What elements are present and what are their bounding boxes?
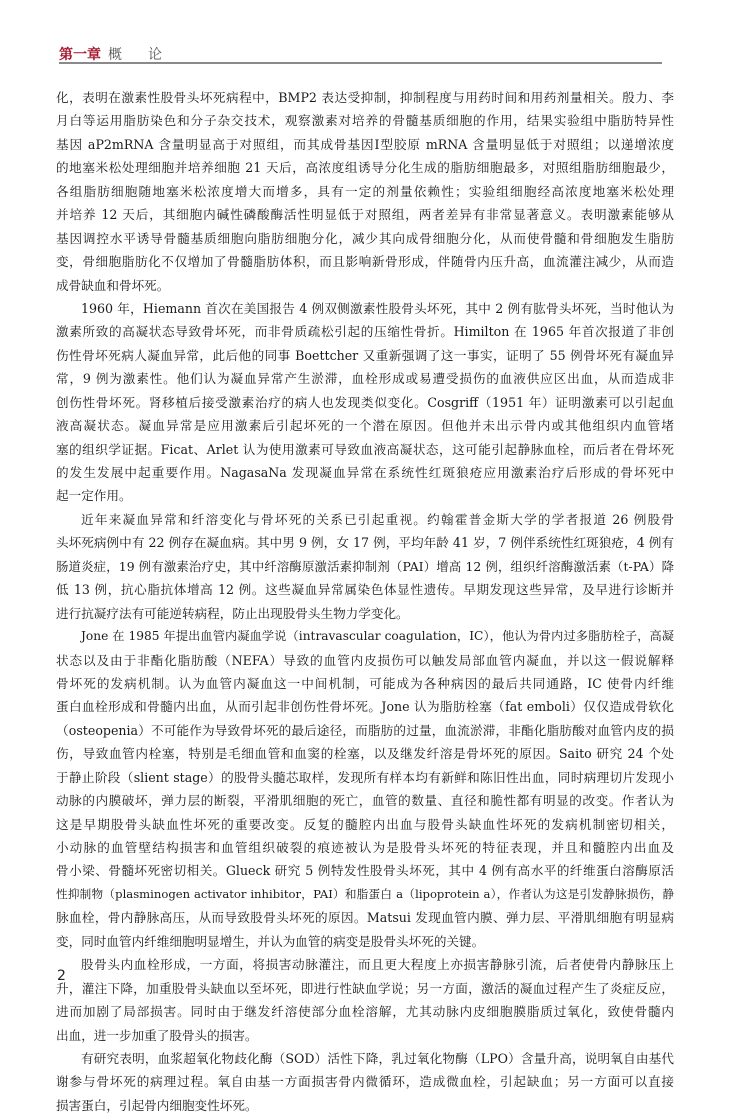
text-line: 损害蛋白，引起骨内细胞变性坏死。 bbox=[56, 1097, 258, 1113]
text-line: 进而加剧了局部损害。同时由于继发纤溶使部分血栓溶解，尤其动脉内皮细胞膜脂质过氧化，致使骨髓内 bbox=[56, 1004, 674, 1020]
paragraph bbox=[56, 508, 674, 625]
text-line: 并培养 12 天后，其细胞内碱性磷酸酶活性明显低于对照组，两者差异有非常显著意义。表明激素能够从 bbox=[56, 207, 674, 223]
page-number: 2 bbox=[57, 968, 66, 984]
text-line: 基因调控水平诱导骨髓基质细胞向脂肪细胞分化，减少其向成骨细胞分化，从而使骨髓和骨细胞发生脂肪 bbox=[56, 230, 674, 246]
text-line: 近年来凝血异常和纤溶变化与骨坏死的关系已引起重视。约翰霍普金斯大学的学者报道 26 例股骨 bbox=[81, 511, 674, 527]
text-line: 创伤性骨坏死。肾移植后接受激素治疗的病人也发现类似变化。Cosgriff（1951 年）证明激素可以引起血 bbox=[56, 394, 674, 410]
text-line: 这是早期股骨头缺血性坏死的重要改变。反复的髓腔内出血与股骨头缺血性坏死的发病机制密切相关， bbox=[56, 816, 674, 832]
text-line: 液高凝状态。凝血异常是应用激素后引起坏死的一个潜在原因。但他并未出示骨内或其他组织内血管堵 bbox=[56, 418, 674, 434]
text-line: 化，表明在激素性股骨头坏死病程中，BMP2 表达受抑制，抑制程度与用药时间和用药剂量相关。殷力、李 bbox=[56, 90, 674, 105]
text-line: 小动脉的血管壁结构损害和血管组织破裂的痕迹被认为是股骨头坏死的特征表现，并且和髓腔内出血及 bbox=[56, 840, 674, 855]
text-line: 基因 aP2mRNA 含量明显高于对照组，而其成骨基因Ⅰ型胶原 mRNA 含量明显低于对照组；以递增浓度 bbox=[56, 136, 674, 152]
running-header bbox=[59, 44, 662, 64]
text-line: 蛋白血栓形成和骨髓内出血，从而引起非创伤性骨坏死。Jone 认为脂肪栓塞（fat emboli）仅仅造成骨软化 bbox=[56, 699, 674, 715]
text-line: 股骨头内血栓形成，一方面，将损害动脉灌注，而且更大程度上亦损害静脉引流，后者使骨内静脉压上 bbox=[81, 957, 674, 973]
text-line: 成骨缺血和骨坏死。 bbox=[56, 277, 170, 293]
body-text bbox=[56, 86, 674, 1117]
text-line: 的地塞米松处理细胞并培养细胞 21 天后，高浓度组诱导分化生成的脂肪细胞最多，对照组脂肪细胞最少， bbox=[56, 160, 674, 176]
text-line: 谢参与骨坏死的病理过程。氧自由基一方面损害骨内微循环，造成微血栓，引起缺血；另一方面可以直接 bbox=[56, 1074, 674, 1090]
text-line: （osteopenia）不可能作为导致骨坏死的最后途径，而脂肪的过量，血流淤滞，非酯化脂肪酸对血管内皮的损 bbox=[56, 722, 674, 738]
paragraph bbox=[56, 1047, 674, 1117]
text-line: 于静止阶段（slient stage）的股骨头髓芯取样，发现所有样本均有新鲜和陈旧性出血，同时病理切片发现小 bbox=[56, 769, 674, 785]
text-line: 常，9 例为激素性。他们认为凝血异常产生淤滞，血栓形成或易遭受损伤的血液供应区出血，从而造成非 bbox=[56, 371, 674, 387]
text-line: 变，同时血管内纤维细胞明显增生，并认为血管的病变是股骨头坏死的关键。 bbox=[56, 933, 485, 949]
text-line: Jone 在 1985 年提出血管内凝血学说（intravascular coagulation，IC），他认为骨内过多脂肪栓子，高凝 bbox=[81, 629, 674, 644]
text-line: 有研究表明，血浆超氧化物歧化酶（SOD）活性下降，乳过氧化物酶（LPO）含量升高，说明氧自由基代 bbox=[81, 1050, 674, 1066]
text-line: 伤性骨坏死病人凝血异常，此后他的同事 Boettcher 又重新强调了这一事实，证明了 55 例骨坏死有凝血异 bbox=[56, 347, 674, 363]
text-line: 伤，导致血管内栓塞，特别是毛细血管和血窦的栓塞，以及继发纤溶是骨坏死的原因。Saito 研究 24 个处 bbox=[56, 746, 674, 762]
text-line: 进行抗凝疗法有可能逆转病程，防止出现股骨头生物力学变化。 bbox=[56, 605, 409, 621]
paragraph bbox=[56, 86, 674, 297]
text-line: 起一定作用。 bbox=[56, 488, 132, 504]
text-line: 变，骨细胞脂肪化不仅增加了骨髓脂肪体积，而且影响新骨形成，伴随骨内压升高，血流灌注减少，从而造 bbox=[56, 254, 674, 270]
paragraph bbox=[56, 625, 674, 953]
text-line: 各组脂肪细胞随地塞米松浓度增大而增多，具有一定的剂量依赖性；实验组细胞经高浓度地塞米松处理 bbox=[56, 183, 674, 199]
text-line: 出血，进一步加重了股骨头的损害。 bbox=[56, 1027, 258, 1043]
text-line: 性抑制物（plasminogen activator inhibitor，PAI）和脂蛋白 a（lipoprotein a），作者认为这是引发静脉损伤，静 bbox=[56, 886, 674, 901]
paragraph bbox=[56, 297, 674, 508]
text-line: 低 13 例，抗心脂抗体增高 12 例。这些凝血异常属染色体显性遗传。早期发现这些异常，及早进行诊断并 bbox=[56, 582, 674, 598]
text-line: 月白等运用脂肪染色和分子杂交技术，观察激素对培养的骨髓基质细胞的作用，结果实验组中脂肪特异性 bbox=[56, 113, 674, 129]
text-line: 脉血栓，骨内静脉高压，从而导致股骨头坏死的原因。Matsui 发现血管内膜、弹力层、平滑肌细胞有明显病 bbox=[56, 910, 674, 926]
text-line: 动脉的内膜破坏，弹力层的断裂，平滑肌细胞的死亡，血管的数量、直径和脆性都有明显的改变。作者认为 bbox=[56, 793, 674, 809]
text-line: 骨小梁、骨髓坏死密切相关。Glueck 研究 5 例特发性股骨头坏死，其中 4 例有高水平的纤维蛋白溶酶原活 bbox=[56, 863, 674, 879]
text-line: 骨坏死的发病机制。认为血管内凝血这一中间机制，可能成为各种病因的最后共同通路，IC 使骨内纤维 bbox=[56, 675, 674, 691]
text-line: 状态以及由于非酯化脂肪酸（NEFA）导致的血管内皮损伤可以触发局部血管内凝血，并以这一假说解释 bbox=[56, 652, 674, 668]
text-line: 塞的组织学证据。Ficat、Arlet 认为使用激素可导致血液高凝状态，这可能引起静脉血栓，而后者在骨坏死 bbox=[56, 441, 674, 457]
text-line: 激素所致的高凝状态导致骨坏死，而非骨质疏松引起的压缩性骨折。Himilton 在 1965 年首次报道了非创 bbox=[56, 324, 674, 340]
chapter-title: 概论 bbox=[108, 47, 188, 63]
paragraph bbox=[56, 953, 674, 1047]
text-line: 头坏死病例中有 22 例存在凝血病。其中男 9 例，女 17 例，平均年龄 41 岁，7 例伴系统性红斑狼疮，4 例有 bbox=[56, 535, 674, 551]
text-line: 肠道炎症，19 例有激素治疗史，其中纤溶酶原激活素抑制剂（PAI）增高 12 例，组织纤溶酶激活素（t-PA）降 bbox=[56, 558, 674, 574]
text-line: 1960 年，Hiemann 首次在美国报告 4 例双侧激素性股骨头坏死，其中 2 例有肱骨头坏死，当时他认为 bbox=[81, 300, 674, 316]
chapter-number: 第一章 bbox=[59, 47, 101, 63]
text-line: 的发生发展中起重要作用。NagasaNa 发现凝血异常在系统性红斑狼疮应用激素治疗后形成的骨坏死中 bbox=[56, 465, 674, 480]
text-line: 升，灌注下降，加重股骨头缺血以至坏死，即进行性缺血学说；另一方面，激活的凝血过程产生了炎症反应， bbox=[56, 980, 674, 996]
